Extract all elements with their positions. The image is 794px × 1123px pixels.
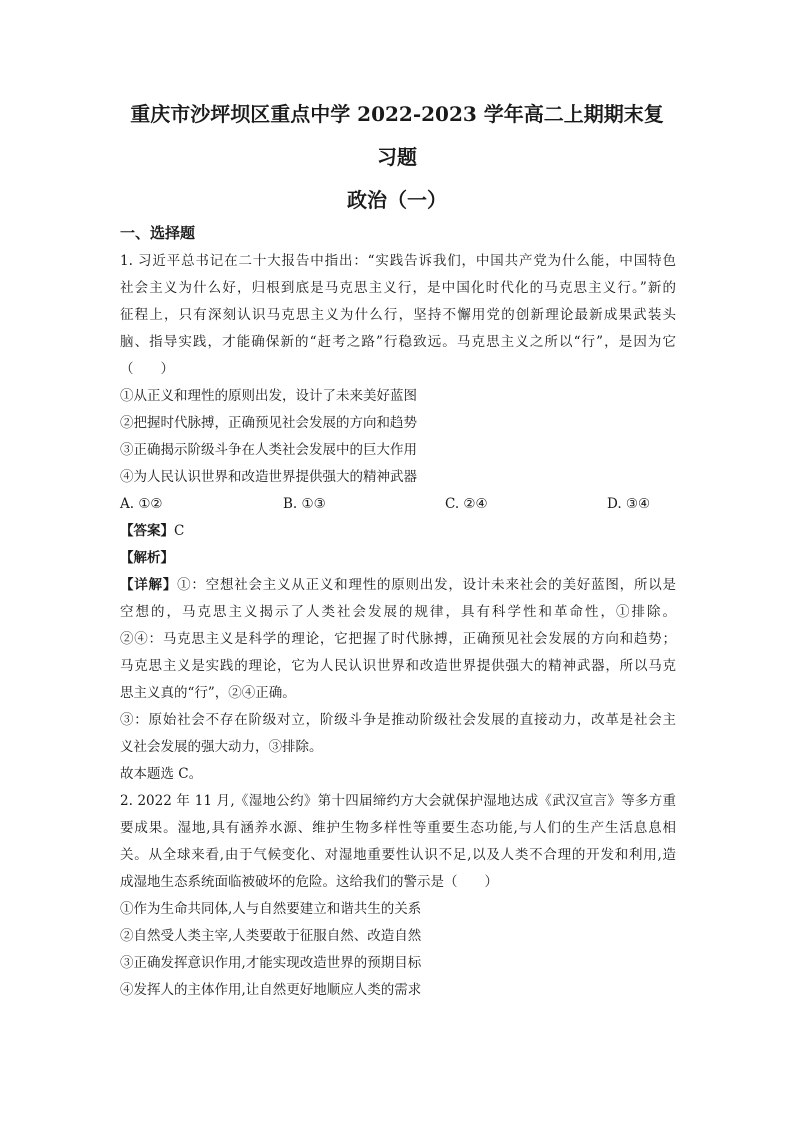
q2-stem-line: 关。从全球来看,由于气候变化、对湿地重要性认识不足,以及人类不合理的开发和利用,造 <box>120 847 676 863</box>
analysis-tag: 【解析】 <box>120 550 174 566</box>
q1-stem-line: （ ） <box>120 361 174 377</box>
detail-tag: 【详解】 <box>120 577 178 593</box>
q1-item: ④为人民认识世界和改造世界提供强大的精神武器 <box>120 469 417 485</box>
q1-detail-line: 马克思主义是实践的理论，它为人民认识世界和改造世界提供强大的精神武器，所以马克 <box>120 658 676 674</box>
title-line-2: 习题 <box>377 145 417 169</box>
title-line-1: 重庆市沙坪坝区重点中学 2022-2023 学年高二上期期末复 <box>130 102 664 126</box>
q2-item: ④发挥人的主体作用,让自然更好地顺应人类的需求 <box>120 982 422 998</box>
q1-detail-line: 空想的，马克思主义揭示了人类社会发展的规律，具有科学性和革命性，①排除。 <box>120 604 676 620</box>
q2-stem-line: 2. 2022 年 11 月,《湿地公约》第十四届缔约方大会就保护湿地达成《武汉宣言》等多方重 <box>120 793 676 809</box>
question-list <box>120 248 676 1004</box>
q1-detail-line: ②④：马克思主义是科学的理论，它把握了时代脉搏，正确预见社会发展的方向和趋势； <box>120 631 676 647</box>
q1-option-b: B. ①③ <box>283 496 326 512</box>
q2-item: ③正确发挥意识作用,才能实现改造世界的预期目标 <box>120 955 422 971</box>
q1-detail-line: 义社会发展的强大动力，③排除。 <box>120 739 323 755</box>
answer-value: C <box>174 523 185 539</box>
answer-tag: 【答案】 <box>120 523 174 539</box>
q1-answer-line <box>120 518 676 545</box>
q2-stem-line: 要成果。湿地,具有涵养水源、维护生物多样性等重要生态功能,与人们的生产生活息息相 <box>120 820 676 836</box>
subtitle: 政治（一） <box>347 188 447 212</box>
section-heading: 一、选择题 <box>120 224 196 242</box>
q1-option-d: D. ③④ <box>607 496 651 512</box>
q1-detail-line <box>120 572 676 599</box>
q1-options <box>120 491 676 518</box>
q1-stem-line: 脑、指导实践，才能确保新的“赶考之路”行稳致远。马克思主义之所以“行”，是因为它 <box>120 334 676 350</box>
q1-option-a: A. ①② <box>120 496 163 512</box>
q1-analysis-line <box>120 545 676 572</box>
q1-stem-line: 社会主义为什么好，归根到底是马克思主义行，是中国化时代化的马克思主义行。”新的 <box>120 280 676 296</box>
q2-item: ①作为生命共同体,人与自然要建立和谐共生的关系 <box>120 901 422 917</box>
q1-item: ②把握时代脉搏，正确预见社会发展的方向和趋势 <box>120 415 417 431</box>
detail-text: ①：空想社会主义从正义和理性的原则出发，设计未来社会的美好蓝图，所以是 <box>177 577 676 593</box>
q1-item: ①从正义和理性的原则出发，设计了未来美好蓝图 <box>120 388 417 404</box>
q2-item: ②自然受人类主宰,人类要敢于征服自然、改造自然 <box>120 928 422 944</box>
q1-item: ③正确揭示阶级斗争在人类社会发展中的巨大作用 <box>120 442 417 458</box>
q1-stem-line: 征程上，只有深刻认识马克思主义为什么行，坚持不懈用党的创新理论最新成果武装头 <box>120 307 676 323</box>
q1-detail-line: ③：原始社会不存在阶级对立，阶级斗争是推动阶级社会发展的直接动力，改革是社会主 <box>120 712 676 728</box>
q1-option-c: C. ②④ <box>445 496 488 512</box>
q1-detail-line: 思主义真的“行”，②④正确。 <box>120 685 296 701</box>
q1-stem-line: 1. 习近平总书记在二十大报告中指出：“实践告诉我们，中国共产党为什么能，中国特色 <box>120 253 676 269</box>
q2-stem-line: 成湿地生态系统面临被破坏的危险。这给我们的警示是（ ） <box>120 874 498 890</box>
q1-detail-line: 故本题选 C。 <box>120 766 203 782</box>
